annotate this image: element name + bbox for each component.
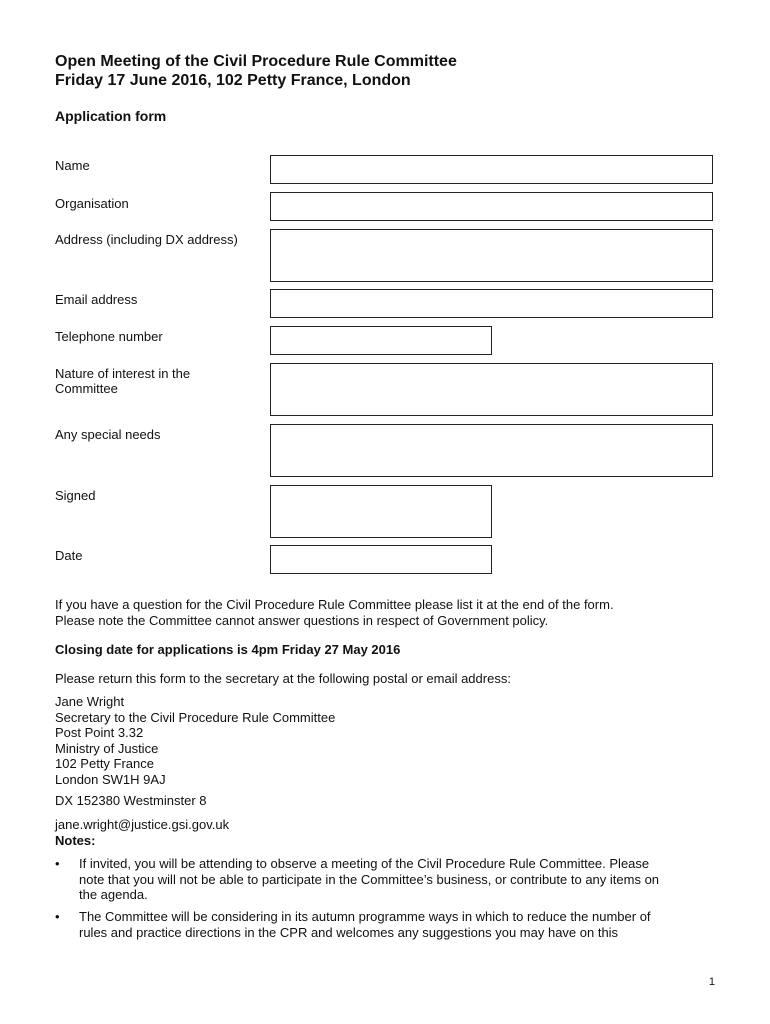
- question-note: [55, 597, 614, 628]
- name-field[interactable]: [270, 155, 713, 184]
- page-title: [55, 52, 457, 90]
- email-label: Email address: [55, 292, 138, 307]
- address-field[interactable]: [270, 229, 713, 282]
- name-label: Name: [55, 158, 90, 173]
- note-text: If invited, you will be attending to observe a meeting of the Civil Procedure Rule Committee. Please note that you will not be able to participate in the Committee’s business, or contribute to any items on the agenda.: [79, 856, 660, 902]
- question-note-line-2: Please note the Committee cannot answer questions in respect of Government policy.: [55, 612, 549, 628]
- note-item: [55, 856, 715, 903]
- note-item: [55, 909, 715, 940]
- closing-date: Closing date for applications is 4pm Friday 27 May 2016: [55, 642, 401, 657]
- interest-field[interactable]: [270, 363, 713, 416]
- telephone-field[interactable]: [270, 326, 492, 355]
- email-field[interactable]: [270, 289, 713, 318]
- title-line-2: Friday 17 June 2016, 102 Petty France, London: [55, 72, 411, 89]
- date-label: Date: [55, 548, 83, 563]
- address-line: Ministry of Justice: [55, 740, 159, 756]
- interest-label: [55, 366, 190, 396]
- bullet-icon: •: [55, 909, 60, 924]
- special-needs-label: Any special needs: [55, 427, 161, 442]
- address-line: Post Point 3.32: [55, 725, 144, 740]
- address-line: 102 Petty France: [55, 756, 154, 771]
- page-number: 1: [708, 976, 715, 988]
- title-line-1: Open Meeting of the Civil Procedure Rule Committee: [55, 53, 457, 70]
- telephone-label: Telephone number: [55, 329, 163, 344]
- address-line: Secretary to the Civil Procedure Rule Committee: [55, 709, 336, 725]
- address-line: Jane Wright: [55, 694, 125, 709]
- organisation-field[interactable]: [270, 192, 713, 221]
- signed-label: Signed: [55, 488, 96, 503]
- interest-label-line-2: Committee: [55, 381, 118, 396]
- question-note-line-1: If you have a question for the Civil Procedure Rule Committee please list it at the end of the form.: [55, 597, 614, 612]
- special-needs-field[interactable]: [270, 424, 713, 477]
- dx-address: DX 152380 Westminster 8: [55, 793, 207, 808]
- contact-email[interactable]: jane.wright@justice.gsi.gov.uk: [55, 817, 230, 832]
- address-label: Address (including DX address): [55, 232, 238, 247]
- signature-field[interactable]: [270, 485, 492, 538]
- bullet-icon: •: [55, 856, 60, 871]
- form-heading: Application form: [55, 108, 167, 124]
- notes-heading: Notes:: [55, 833, 96, 848]
- organisation-label: Organisation: [55, 196, 129, 211]
- postal-address: [55, 694, 335, 787]
- return-instruction: Please return this form to the secretary at the following postal or email address:: [55, 671, 511, 686]
- interest-label-line-1: Nature of interest in the: [55, 366, 191, 381]
- date-field[interactable]: [270, 545, 492, 574]
- address-line: London SW1H 9AJ: [55, 771, 166, 787]
- note-text: The Committee will be considering in its autumn programme ways in which to reduce the number of rules and practice directions in the CPR and welcomes any suggestions you may have on this: [79, 909, 651, 940]
